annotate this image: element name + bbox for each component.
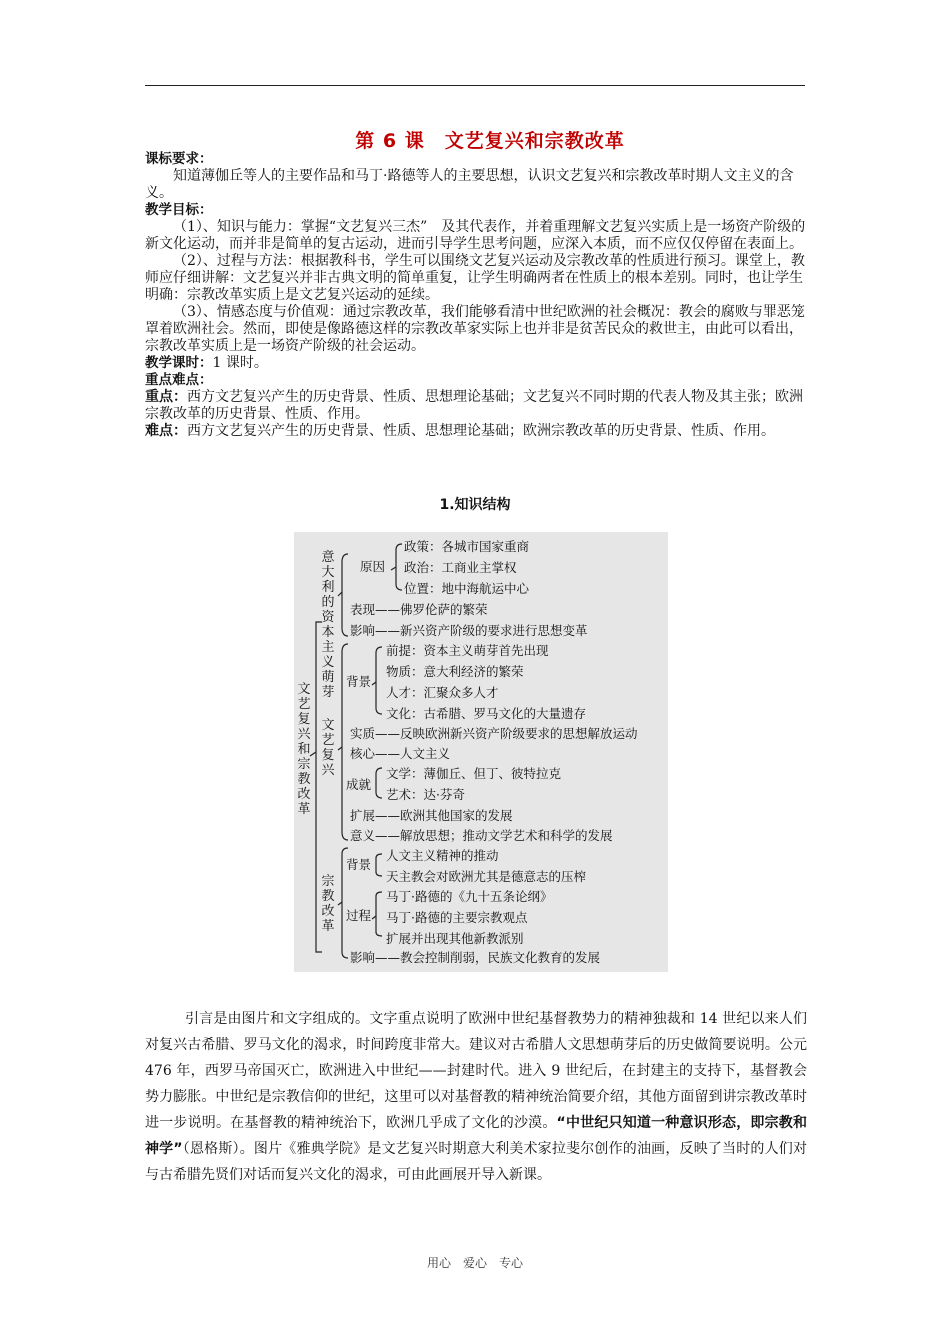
influence-item-1: 影响——新兴资产阶级的要求进行思想变革 — [350, 623, 588, 638]
premise-item: 前提：资本主义萌芽首先出现 — [386, 643, 549, 658]
objectives-heading: 教学目标： — [145, 202, 213, 218]
lesson-plan-body — [145, 151, 807, 440]
key-line — [145, 389, 807, 423]
material-item: 物质：意大利经济的繁荣 — [386, 664, 524, 679]
expansion-item-2: 扩展并出现其他新教派别 — [386, 931, 524, 946]
manifestation-item: 表现——佛罗伦萨的繁荣 — [350, 602, 488, 617]
standards-heading: 课标要求： — [145, 151, 213, 167]
hours-text: 1 课时。 — [212, 355, 268, 371]
significance-item: 意义——解放思想；推动文学艺术和科学的发展 — [350, 828, 613, 843]
core-item: 核心——人文主义 — [350, 746, 451, 761]
header-rule — [145, 85, 805, 86]
luther-theses-item: 马丁·路德的《九十五条论纲》 — [386, 889, 553, 904]
hard-line — [145, 423, 807, 440]
intro-text-1: 引言是由图片和文字组成的。文字重点说明了欧洲中世纪基督教势力的精神独裁和 14 世纪以来人们对复兴古希腊、罗马文化的渴求，时间跨度非常大。建议对古希腊人文思想萌芽后的历史做简要说明。公元 476 年，西罗马帝国灭亡，欧洲进入中世纪——封建时代。进入 9 世纪后，在封建主的支持下，基督教会势力膨胀。中世纪是宗教信仰的世纪，这里可以对基督教的精神统治简要介绍，其他方面留到讲宗教改革时进一步说明。在基督教的精神统治下，欧洲几乎成了文化的沙漠。 — [145, 1011, 807, 1131]
intro-text-2: （恩格斯）。图片《雅典学院》是文艺复兴时期意大利美术家拉斐尔创作的油画，反映了当时的人们对与古希腊先贤们对话而复兴文化的渴求，可由此画展开导入新课。 — [145, 1141, 807, 1183]
humanism-item: 人文主义精神的推动 — [386, 848, 499, 863]
standards-text: 知道薄伽丘等人的主要作品和马丁·路德等人的主要思想，认识文艺复兴和宗教改革时期人文主义的含义。 — [145, 168, 794, 201]
knowledge-structure-diagram — [294, 532, 668, 972]
church-item: 天主教会对欧洲尤其是德意志的压榨 — [386, 869, 587, 884]
reformation-label: 宗教改革 — [321, 874, 335, 934]
objective-item: （2）、过程与方法：根据教科书，学生可以围绕文艺复兴运动及宗教改革的性质进行预习。课堂上，教师应仔细讲解：文艺复兴并非古典文明的简单重复，让学生明确两者在性质上的根本差别。同时，也让学生明确：宗教改革实质上是文艺复兴运动的延续。 — [145, 253, 805, 303]
intro-paragraph — [145, 1006, 807, 1188]
objective-item: （1）、知识与能力：掌握“文艺复兴三杰” 及其代表作，并着重理解文艺复兴实质上是一场资产阶级的新文化运动，而并非是简单的复古运动，进而引导学生思考问题，应深入本质，而不应仅仅停留在表面上。 — [145, 219, 806, 252]
influence-item-2: 影响——教会控制削弱，民族文化教育的发展 — [350, 950, 601, 965]
hard-text: 西方文艺复兴产生的历史背景、性质、思想理论基础；欧洲宗教改革的历史背景、性质、作用。 — [187, 423, 775, 439]
culture-item: 文化：古希腊、罗马文化的大量遗存 — [386, 706, 587, 721]
literature-item: 文学：薄伽丘、但丁、彼特拉克 — [386, 766, 562, 781]
talent-item: 人才：汇聚众多人才 — [386, 685, 499, 700]
politics-item: 政治：工商业主掌权 — [404, 560, 517, 575]
root-label: 文艺复兴和宗教改革 — [297, 682, 311, 817]
hours-heading: 教学课时： — [145, 355, 213, 371]
luther-views-item: 马丁·路德的主要宗教观点 — [386, 910, 528, 925]
italy-label: 意大利的资本主义萌芽 — [321, 550, 335, 700]
objective-item: （3）、情感态度与价值观：通过宗教改革，我们能够看清中世纪欧洲的社会概况：教会的腐败与罪恶笼罩着欧洲社会。然而，即使是像路德这样的宗教改革家实际上也并非是贫苦民众的救世主，由此可以看出，宗教改革实质上是一场资产阶级的社会运动。 — [145, 304, 805, 354]
essence-item: 实质——反映欧洲新兴资产阶级要求的思想解放运动 — [350, 726, 638, 741]
achievements-label: 成就 — [346, 777, 372, 792]
keypoints-heading: 重点难点： — [145, 372, 213, 388]
art-item: 艺术：达·芬奇 — [386, 787, 465, 802]
expansion-item: 扩展——欧洲其他国家的发展 — [350, 808, 513, 823]
background-label-2: 背景 — [346, 857, 372, 872]
page-footer: 用心 爱心 专心 — [426, 1256, 523, 1270]
location-item: 位置：地中海航运中心 — [404, 581, 530, 596]
renaissance-label: 文艺复兴 — [321, 718, 335, 778]
key-text: 西方文艺复兴产生的历史背景、性质、思想理论基础；文艺复兴不同时期的代表人物及其主张；欧洲宗教改革的历史背景、性质、作用。 — [145, 389, 803, 422]
hard-label: 难点： — [145, 423, 187, 439]
page-title: 第 6 课 文艺复兴和宗教改革 — [355, 130, 625, 152]
process-label: 过程 — [346, 908, 372, 923]
key-label: 重点： — [145, 389, 187, 405]
background-label-1: 背景 — [346, 674, 372, 689]
section-heading: 1.知识结构 — [439, 497, 511, 513]
hours-line — [145, 355, 807, 372]
intro-quote: “中世纪只知道一种意识形态，即宗教和神学” — [145, 1115, 807, 1157]
reason-label: 原因 — [360, 559, 386, 574]
policy-item: 政策：各城市国家重商 — [404, 539, 530, 554]
